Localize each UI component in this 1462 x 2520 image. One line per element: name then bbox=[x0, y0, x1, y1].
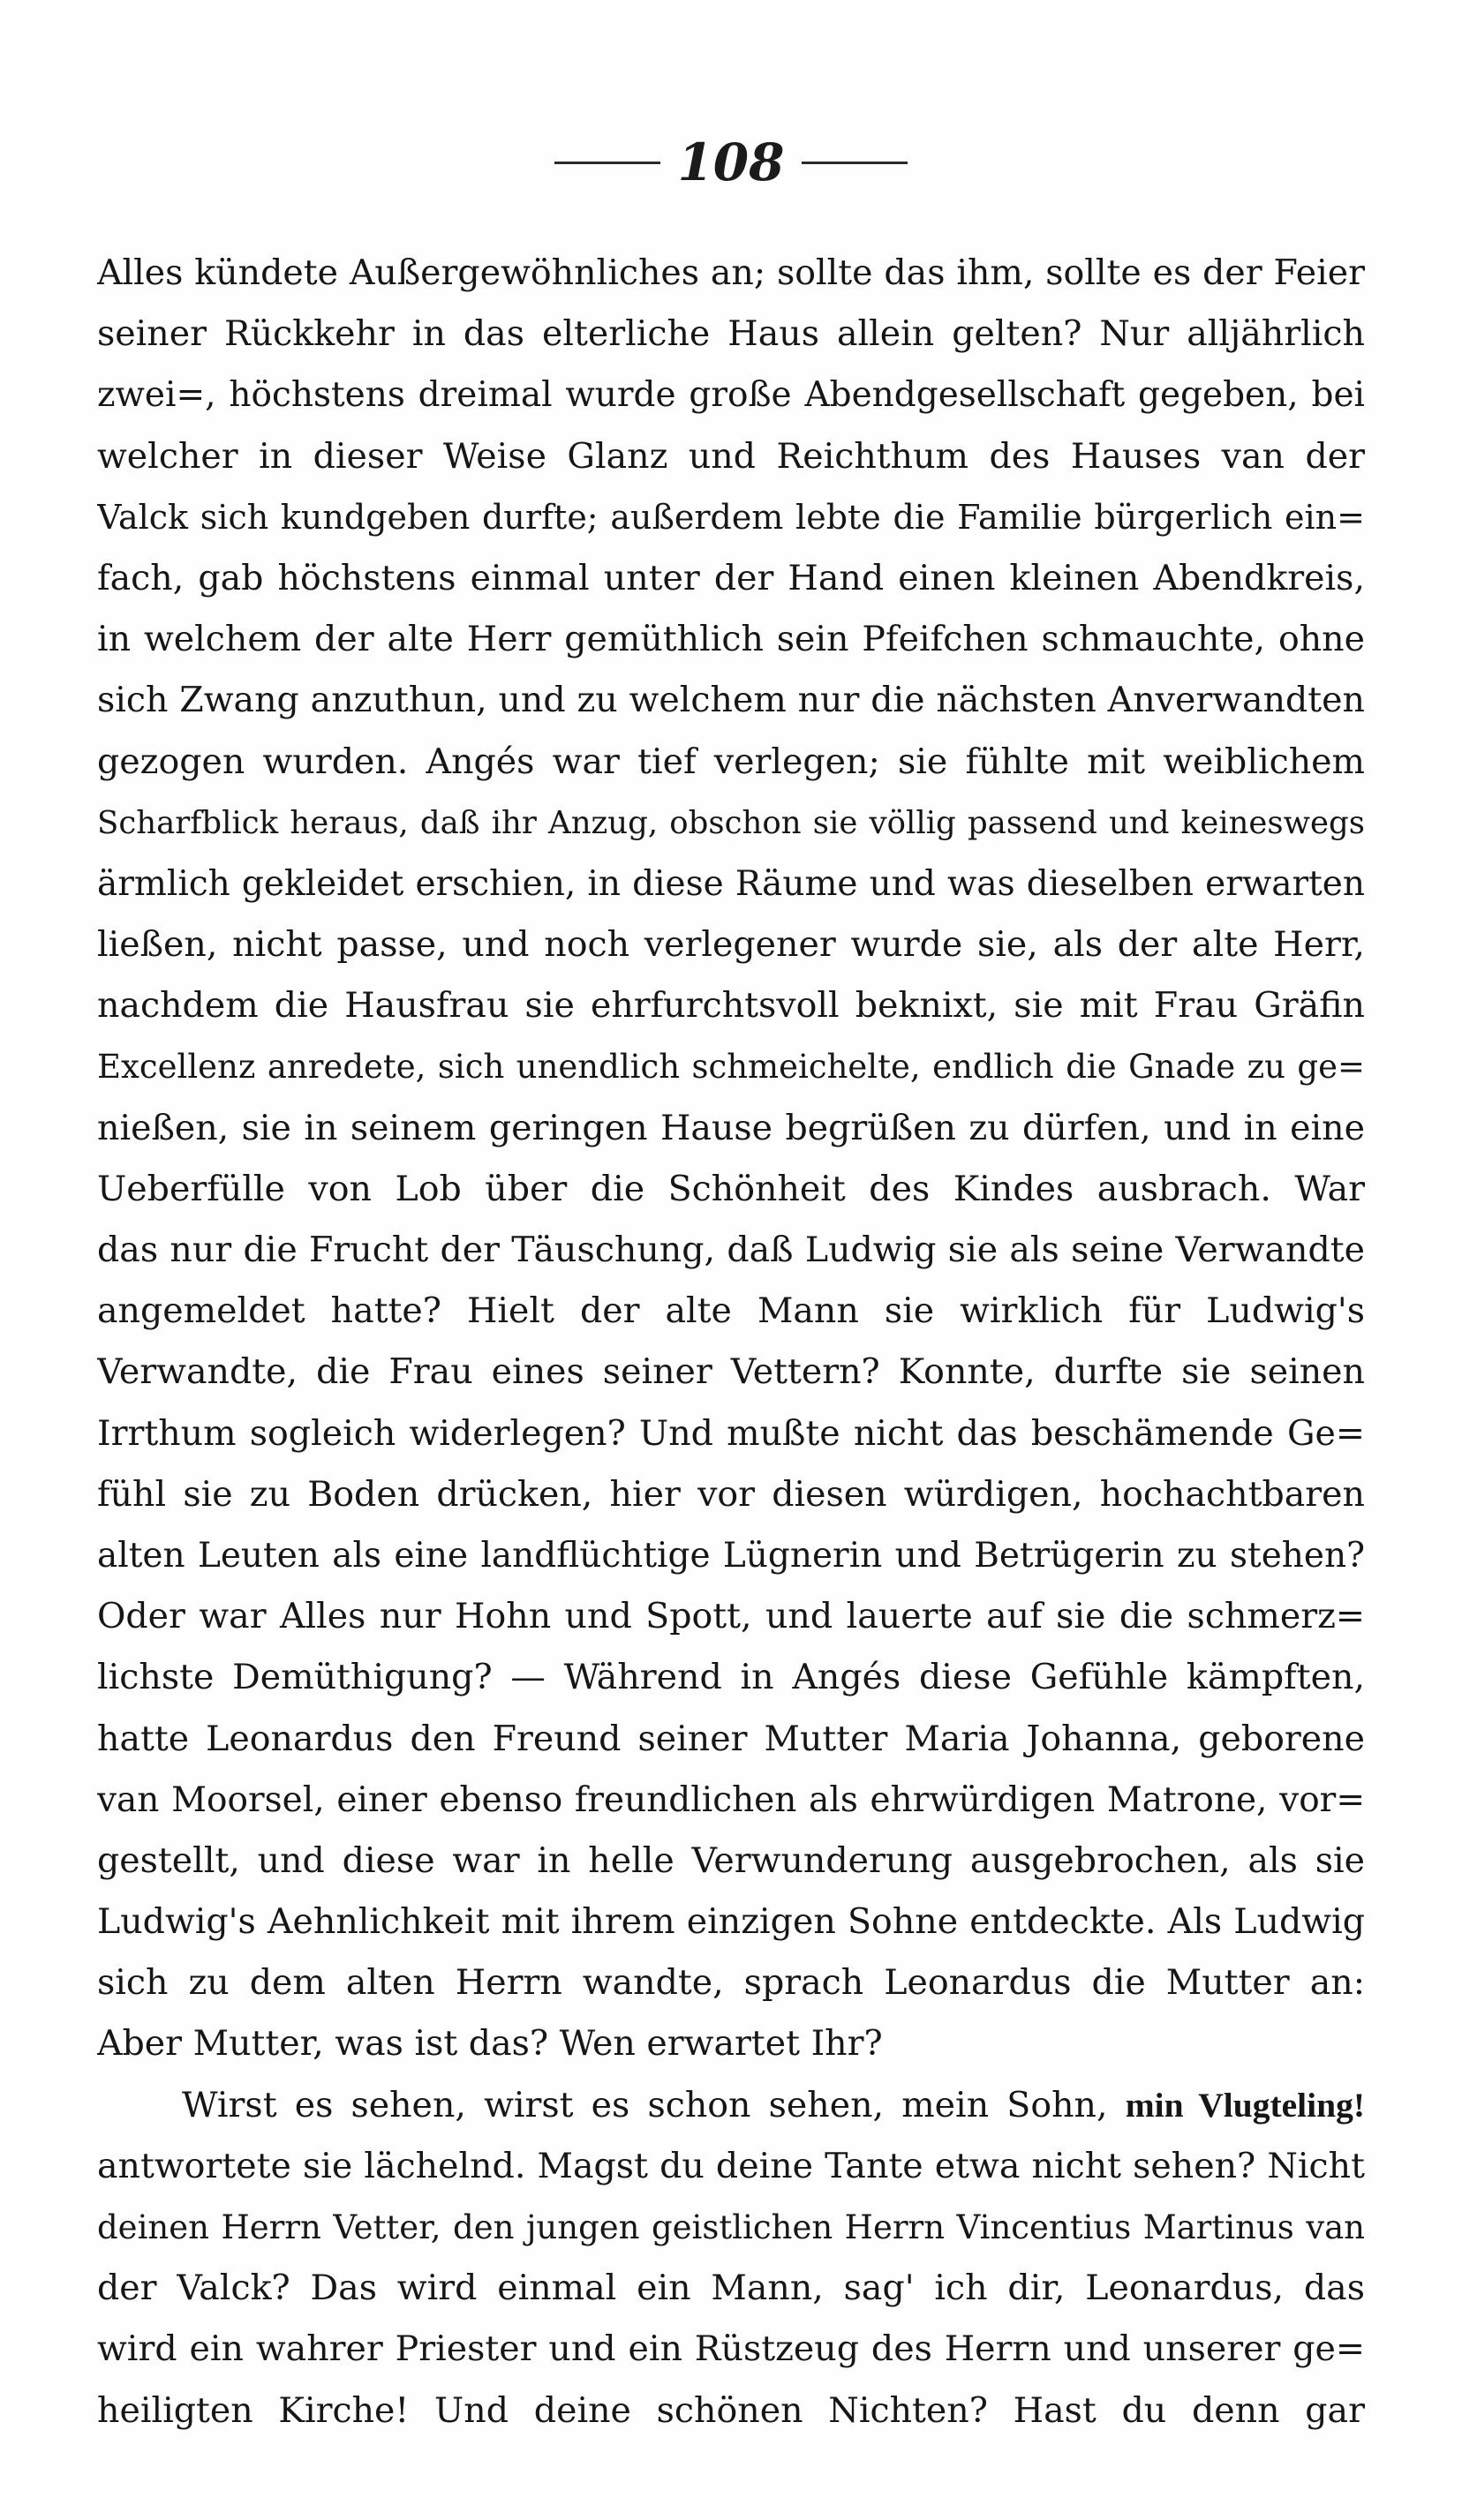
page-number: 108 bbox=[677, 132, 785, 192]
text-line-paragraph-start bbox=[97, 2075, 1365, 2136]
text-line: Verwandte, die Frau eines seiner Vettern? Konnte, durfte sie seinen bbox=[97, 1351, 1365, 1393]
text-line: deinen Herrn Vetter, den jungen geistlichen Herrn Vincentius Martinus van bbox=[97, 2208, 1365, 2246]
text-line: van Moorsel, einer ebenso freundlichen als ehrwürdigen Matrone, vor= bbox=[97, 1779, 1365, 1820]
text-line: in welchem der alte Herr gemüthlich sein Pfeifchen schmauchte, ohne bbox=[97, 619, 1365, 660]
text-line: nachdem die Hausfrau sie ehrfurchtsvoll beknixt, sie mit Frau Gräfin bbox=[97, 985, 1365, 1027]
text-line: Ludwig's Aehnlichkeit mit ihrem einzigen Sohne entdeckte. Als Ludwig bbox=[97, 1901, 1365, 1943]
header-rule-left bbox=[554, 162, 660, 164]
page-header bbox=[0, 132, 1462, 192]
text-line-fraktur: Wirst es sehen, wirst es schon sehen, mein Sohn, bbox=[182, 2084, 1108, 2125]
text-line: wird ein wahrer Priester und ein Rüstzeug des Herrn und unserer ge= bbox=[97, 2328, 1365, 2370]
text-line: Scharfblick heraus, daß ihr Anzug, obschon sie völlig passend und keineswegs bbox=[97, 804, 1365, 841]
text-line: Aber Mutter, was ist das? Wen erwartet Ihr? bbox=[97, 2023, 883, 2065]
body-text bbox=[97, 243, 1365, 2441]
text-line: gestellt, und diese war in helle Verwunderung ausgebrochen, als sie bbox=[97, 1839, 1365, 1881]
antiqua-phrase: min Vlugteling! bbox=[1125, 2085, 1365, 2125]
header-rule-right bbox=[802, 162, 908, 164]
text-line: sich Zwang anzuthun, und zu welchem nur die nächsten Anverwandten bbox=[97, 680, 1365, 721]
text-line: hatte Leonardus den Freund seiner Mutter Maria Johanna, geborene bbox=[97, 1718, 1365, 1759]
text-line: antwortete sie lächelnd. Magst du deine Tante etwa nicht sehen? Nicht bbox=[97, 2145, 1365, 2186]
text-line: der Valck? Das wird einmal ein Mann, sag' ich dir, Leonardus, das bbox=[97, 2268, 1365, 2309]
text-line: alten Leuten als eine landflüchtige Lügnerin und Betrügerin zu stehen? bbox=[97, 1535, 1365, 1576]
text-line: sich zu dem alten Herrn wandte, sprach Leonardus die Mutter an: bbox=[97, 1962, 1365, 2004]
text-line: gezogen wurden. Angés war tief verlegen; sie fühlte mit weiblichem bbox=[97, 741, 1365, 782]
text-line: Ueberfülle von Lob über die Schönheit des Kindes ausbrach. War bbox=[97, 1168, 1365, 1209]
text-line: fühl sie zu Boden drücken, hier vor diesen würdigen, hochachtbaren bbox=[97, 1473, 1365, 1515]
text-line: fach, gab höchstens einmal unter der Hand einen kleinen Abendkreis, bbox=[97, 557, 1365, 598]
text-line: angemeldet hatte? Hielt der alte Mann sie wirklich für Ludwig's bbox=[97, 1290, 1365, 1332]
text-line: ließen, nicht passe, und noch verlegener wurde sie, als der alte Herr, bbox=[97, 924, 1365, 966]
text-line: das nur die Frucht der Täuschung, daß Ludwig sie als seine Verwandte bbox=[97, 1230, 1365, 1270]
text-line: heiligten Kirche! Und deine schönen Nichten? Hast du denn gar bbox=[97, 2389, 1365, 2431]
text-line: lichste Demüthigung? — Während in Angés diese Gefühle kämpften, bbox=[97, 1657, 1365, 1698]
text-line: Irrthum sogleich widerlegen? Und mußte nicht das beschämende Ge= bbox=[97, 1412, 1365, 1454]
text-line: zwei=, höchstens dreimal wurde große Abendgesellschaft gegeben, bei bbox=[97, 375, 1365, 416]
text-line: nießen, sie in seinem geringen Hause begrüßen zu dürfen, und in eine bbox=[97, 1107, 1365, 1148]
text-line: Excellenz anredete, sich unendlich schmeichelte, endlich die Gnade zu ge= bbox=[97, 1048, 1365, 1087]
text-line: Alles kündete Außergewöhnliches an; sollte das ihm, sollte es der Feier bbox=[97, 252, 1365, 293]
text-line: seiner Rückkehr in das elterliche Haus allein gelten? Nur alljährlich bbox=[97, 313, 1365, 355]
text-line: welcher in dieser Weise Glanz und Reichthum des Hauses van der bbox=[97, 435, 1365, 477]
text-line: Oder war Alles nur Hohn und Spott, und lauerte auf sie die schmerz= bbox=[97, 1596, 1365, 1637]
text-line: ärmlich gekleidet erschien, in diese Räume und was dieselben erwarten bbox=[97, 863, 1365, 904]
text-line: Valck sich kundgeben durfte; außerdem lebte die Familie bürgerlich ein= bbox=[97, 497, 1365, 537]
